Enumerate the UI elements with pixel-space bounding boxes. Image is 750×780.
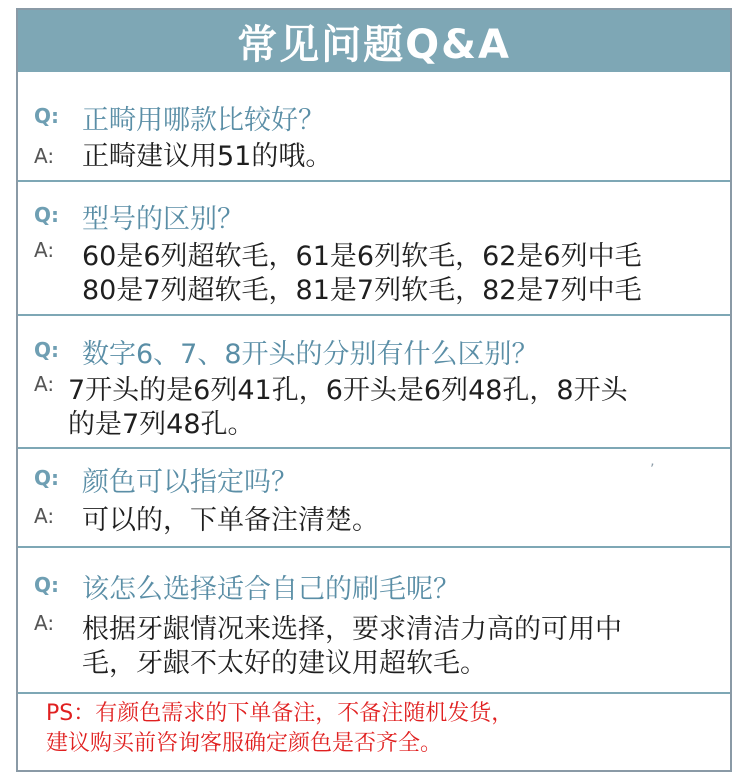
divider	[18, 314, 730, 316]
a-label: A:	[34, 238, 55, 262]
answer-text-3: 7开头的是6列41孔，6开头是6列48孔，8开头 的是7列48孔。	[68, 375, 628, 440]
q-label: Q:	[34, 104, 59, 128]
stray-mark: ’	[650, 462, 655, 478]
answer-text-5: 根据牙龈情况来选择，要求清洁力高的可用中 毛，牙龈不太好的建议用超软毛。	[82, 614, 622, 679]
divider	[18, 447, 730, 449]
a-label: A:	[34, 611, 55, 635]
question-text-2: 型号的区别？	[82, 204, 244, 235]
question-text-5: 该怎么选择适合自己的刷毛呢？	[82, 574, 460, 605]
a-label: A:	[34, 144, 55, 168]
a-label: A:	[34, 504, 55, 528]
q-label: Q:	[34, 466, 59, 490]
a-label: A:	[34, 372, 55, 396]
divider	[18, 180, 730, 182]
q-label: Q:	[34, 573, 59, 597]
divider	[18, 546, 730, 548]
page-title: 常见问题Q&A	[18, 10, 730, 72]
faq-frame	[16, 8, 732, 772]
q-label: Q:	[34, 338, 59, 362]
question-text-3: 数字6、7、8开头的分别有什么区别？	[82, 339, 539, 370]
divider	[18, 692, 730, 694]
answer-text-1: 正畸建议用51的哦。	[82, 141, 333, 172]
answer-text-4: 可以的，下单备注清楚。	[82, 505, 379, 536]
q-label: Q:	[34, 203, 59, 227]
question-text-4: 颜色可以指定吗？	[82, 467, 298, 498]
ps-note: PS：有颜色需求的下单备注，不备注随机发货， 建议购买前咨询客服确定颜色是否齐全。	[46, 701, 514, 756]
answer-text-2: 60是6列超软毛，61是6列软毛，62是6列中毛 80是7列超软毛，81是7列软毛，82是7列中毛	[82, 241, 642, 306]
question-text-1: 正畸用哪款比较好？	[82, 105, 325, 136]
